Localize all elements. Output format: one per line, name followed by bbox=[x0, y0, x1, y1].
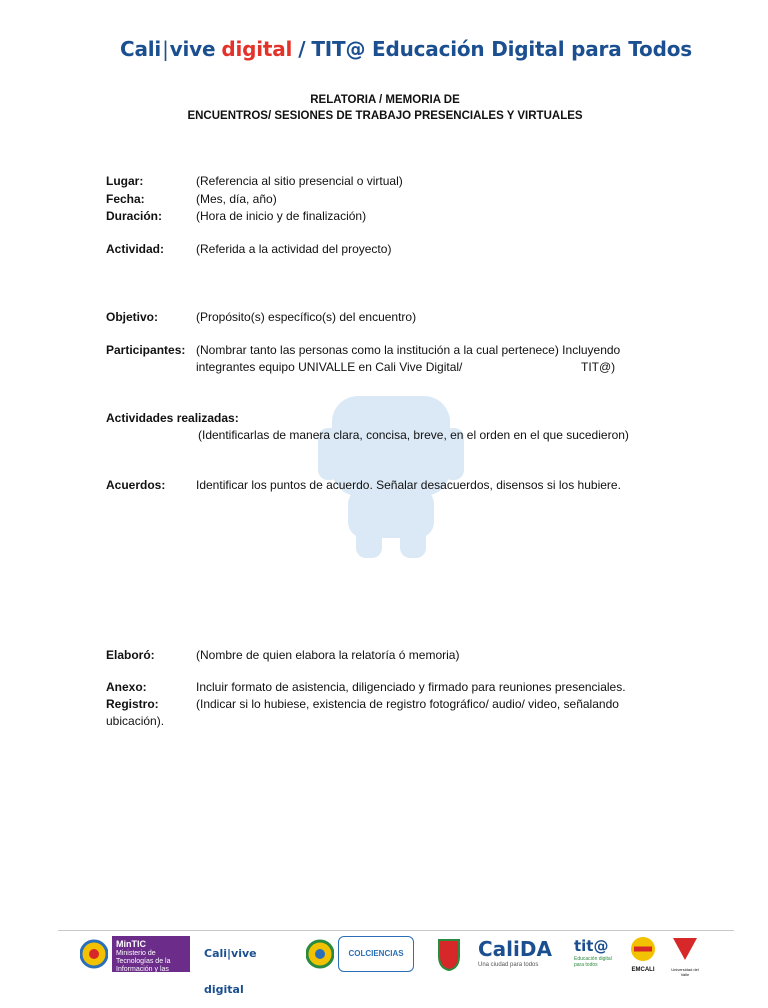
univalle-logo: Universidad del Valle bbox=[670, 936, 700, 972]
anexo-label: Anexo: bbox=[106, 680, 147, 694]
brand-slash: / bbox=[298, 37, 306, 61]
objetivo-value: (Propósito(s) específico(s) del encuentro) bbox=[196, 310, 417, 324]
elaboro-value: (Nombre de quien elabora la relatoría ó memoria) bbox=[196, 648, 460, 662]
colciencias-logo: COLCIENCIAS bbox=[338, 936, 414, 972]
calida-logo: CaliDA Una ciudad para todos bbox=[478, 937, 552, 968]
tit-logo: tit@ Educación digital para todos bbox=[574, 937, 612, 968]
acuerdos-value: Identificar los puntos de acuerdo. Señalar desacuerdos, disensos si los hubiere. bbox=[196, 478, 621, 492]
actividad-value: (Referida a la actividad del proyecto) bbox=[196, 242, 392, 256]
calivive-digital-logo: Cali|vive digital bbox=[204, 947, 257, 996]
colombia-seal-icon bbox=[80, 936, 108, 972]
actividad-label: Actividad: bbox=[106, 242, 165, 256]
brand-digital: digital bbox=[221, 37, 293, 61]
document-title bbox=[150, 92, 620, 124]
elaboro-label: Elaboró: bbox=[106, 648, 155, 662]
header-banner bbox=[120, 34, 692, 64]
registro-value: (Indicar si lo hubiese, existencia de registro fotográfico/ audio/ video, señalando bbox=[196, 697, 619, 711]
lugar-label: Lugar: bbox=[106, 174, 144, 188]
duracion-label: Duración: bbox=[106, 209, 163, 223]
mintic-logo: MinTIC Ministerio de Tecnologías de la Información y las Comunicaciones bbox=[112, 936, 190, 972]
brand-cali: Cali bbox=[120, 37, 162, 61]
registro-label: Registro: bbox=[106, 697, 159, 711]
actividades-realizadas-label: Actividades realizadas: bbox=[106, 411, 239, 425]
emcali-logo: EMCALI bbox=[628, 936, 658, 972]
emcali-mark-icon bbox=[628, 936, 658, 962]
participantes-value-line-2-end: TIT@) bbox=[581, 360, 616, 374]
objetivo-label: Objetivo: bbox=[106, 310, 159, 324]
univalle-mark-icon bbox=[670, 936, 700, 962]
title-line-1: RELATORIA / MEMORIA DE bbox=[310, 94, 460, 106]
participantes-label: Participantes: bbox=[106, 343, 186, 357]
lugar-value: (Referencia al sitio presencial o virtual) bbox=[196, 174, 403, 188]
duracion-value: (Hora de inicio y de finalización) bbox=[196, 209, 367, 223]
fecha-label: Fecha: bbox=[106, 192, 145, 206]
anexo-value: Incluir formato de asistencia, diligenciado y firmado para reuniones presenciales. bbox=[196, 680, 626, 694]
brand-vive: vive bbox=[169, 37, 216, 61]
registro-continuation: ubicación). bbox=[106, 714, 165, 728]
footer-divider bbox=[58, 930, 734, 931]
title-line-2: ENCUENTROS/ SESIONES DE TRABAJO PRESENCIALES Y VIRTUALES bbox=[187, 110, 583, 122]
colombia-shield-icon bbox=[306, 936, 334, 972]
participantes-value-line-1: (Nombrar tanto las personas como la institución a la cual pertenece) Incluyendo bbox=[196, 343, 621, 357]
brand-bar: | bbox=[162, 37, 169, 61]
santiago-de-cali-seal-icon bbox=[436, 936, 462, 972]
actividades-realizadas-value: (Identificarlas de manera clara, concisa, breve, en el orden en el que sucedieron) bbox=[198, 428, 629, 442]
footer-logos bbox=[80, 936, 700, 996]
fecha-value: (Mes, día, año) bbox=[196, 192, 277, 206]
acuerdos-label: Acuerdos: bbox=[106, 478, 166, 492]
participantes-value-line-2: integrantes equipo UNIVALLE en Cali Vive Digital/ bbox=[196, 360, 463, 374]
brand-tit: TIT@ Educación Digital para Todos bbox=[311, 37, 692, 61]
mascot-watermark-icon bbox=[318, 388, 464, 558]
